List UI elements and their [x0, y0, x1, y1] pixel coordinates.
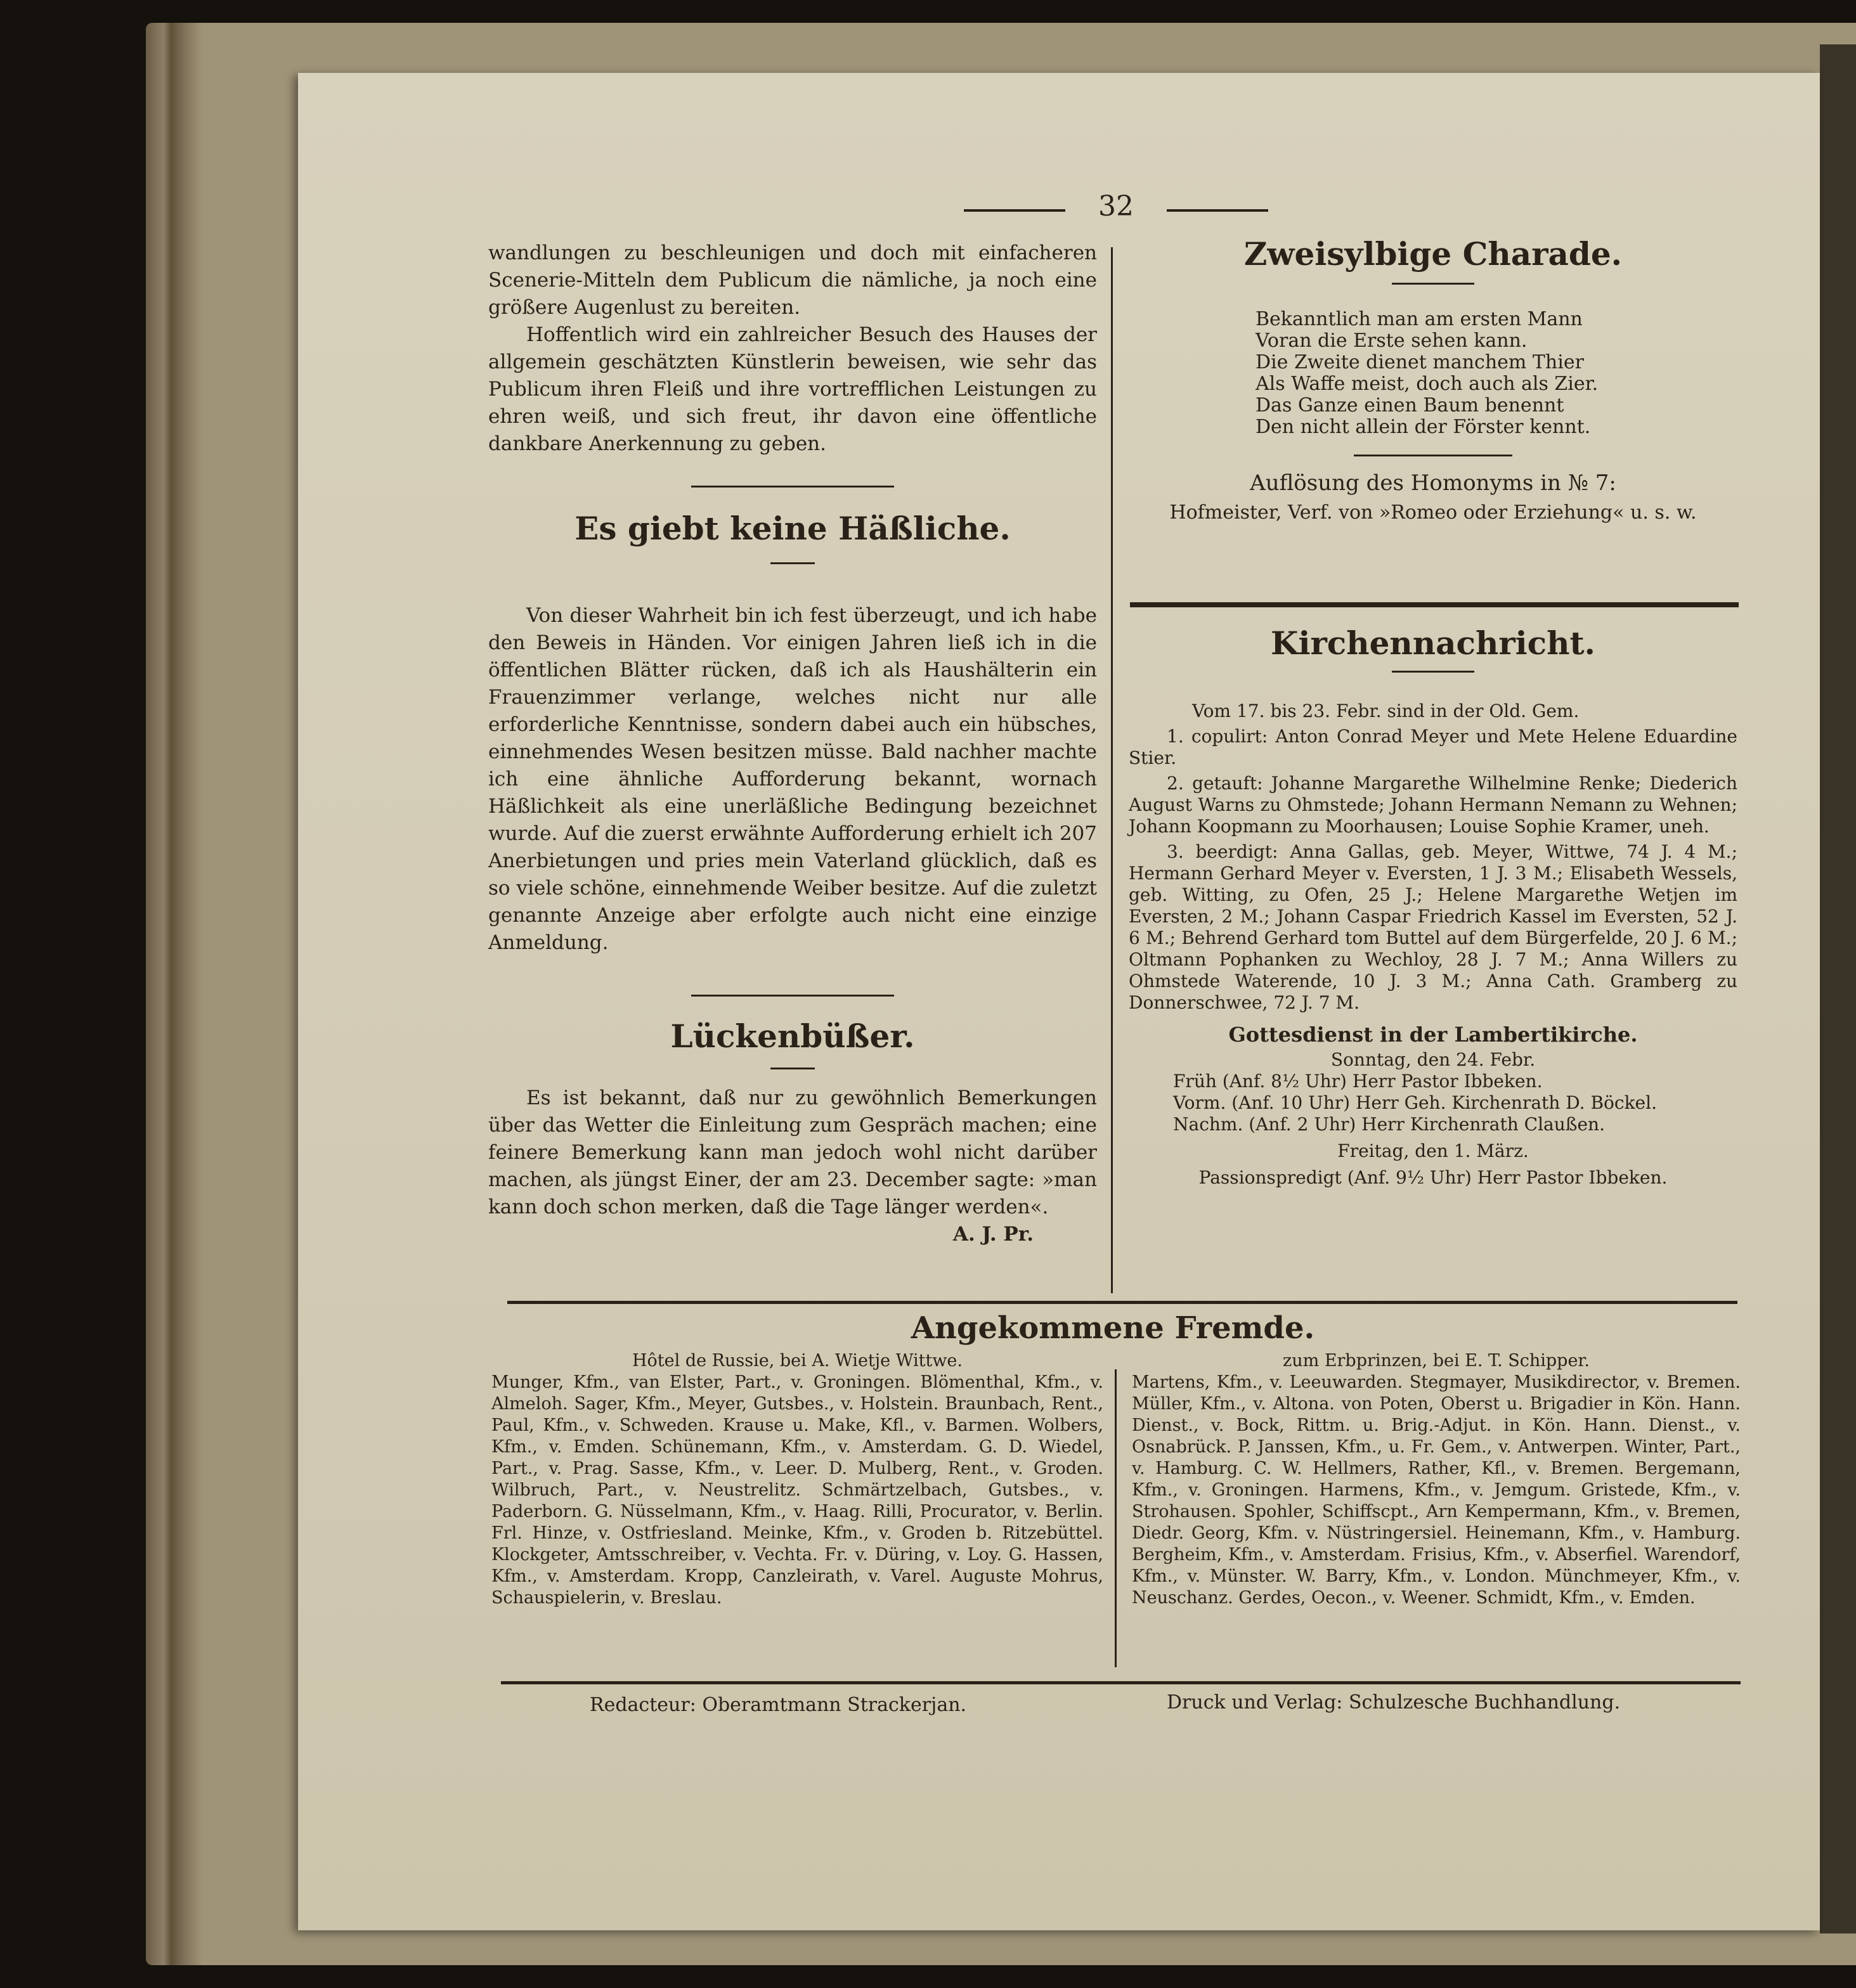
church-entry-buried: 3. beerdigt: Anna Gallas, geb. Meyer, Wittwe, 74 J. 4 M.; Hermann Gerhard Meyer v. Eversten, 1 J. 3 M.; Elisabeth Wessels, geb. Witting, zu Ofen, 25 J.; Helene Margarethe Wetjen im Eversten, 2 M.; Johann Caspar Friedrich Kassel im Eversten, 52 J. 6 M.; Behrend Gerhard tom Buttel auf dem Bürgerfelde, 20 J. 6 M.; Oltmann Pophanken zu Wechloy, 28 J. 7 M.; Anna Willers zu Ohmstede Waterende, 10 J. 3 M.; Anna Cath. Gramberg zu Donnerschwee, 72 J. 7 M. — [1129, 841, 1737, 1013]
church-intro: Vom 17. bis 23. Febr. sind in der Old. Gem. — [1192, 700, 1580, 721]
article-body-haessliche: Von dieser Wahrheit bin ich fest überzeugt, und ich habe den Beweis in Händen. Vor einigen Jahren ließ ich in die öffentlichen Blätter rücken, daß ich als Haushälterin ein Frauenzimmer verlange, welches nicht nur alle erforderliche Kenntnisse, sondern dabei auch ein hübsches, einnehmendes Wesen besitzen müsse. Bald nachher machte ich eine ähnliche Aufforderung bekannt, wornach Häßlichkeit als eine unerläßliche Bedingung bezeichnet wurde. Auf die zuerst erwähnte Aufforderung erhielt ich 207 Anerbietungen und pries mein Vaterland glücklich, daß es so viele schöne, einnehmende Weiber besitze. Auf die zuletzt genannte Anzeige aber erfolgte auch nicht eine einzige Anmeldung. — [488, 604, 1097, 954]
section-rule — [1354, 455, 1512, 456]
church-entry-married: 1. copulirt: Anton Conrad Meyer und Mete Helene Eduardine Stier. — [1129, 726, 1737, 768]
intro-paragraph-2: Hoffentlich wird ein zahlreicher Besuch des Hauses der allgemein geschätzten Künstlerin beweisen, wie sehr das Publicum ihren Fleiß und ihre vortrefflichen Leistungen zu ehren weiß, und sich freut, ihr davon eine öffentliche dankbare Anerkennung zu geben. — [488, 323, 1097, 455]
charade-verse — [1129, 309, 1737, 438]
section-rule — [691, 995, 894, 997]
charade-line: Bekanntlich man am ersten Mann — [1256, 308, 1583, 330]
column-divider — [1111, 247, 1113, 1293]
arrivals-left — [491, 1350, 1103, 1609]
service-sunday: Sonntag, den 24. Febr. — [1330, 1049, 1536, 1070]
charade-line: Als Waffe meist, doch auch als Zier. — [1256, 373, 1599, 395]
service-item: Vorm. (Anf. 10 Uhr) Herr Geh. Kirchenrath D. Böckel. — [1173, 1092, 1657, 1113]
title-rule — [770, 1068, 815, 1069]
church-title: Kirchennachricht. — [1271, 624, 1595, 662]
section-divider — [1130, 602, 1739, 607]
arrivals-list-russie: Munger, Kfm., van Elster, Part., v. Groningen. Blömenthal, Kfm., v. Almeloh. Sager, Kfm., Meyer, Gutsbes., v. Holstein. Braunbach, Rent., Paul, Kfm., v. Schweden. Krause u. Make, Kfl., v. Barmen. Wolbers, Kfm., v. Emden. Schünemann, Kfm., v. Amsterdam. G. D. Wiedel, Part., v. Prag. Sasse, Kfm., v. Leer. D. Mulberg, Rent., v. Groden. Wilbruch, Part., v. Neustrelitz. Schmärtzelbach, Gutsbes., v. Paderborn. G. Nüsselmann, Kfm., v. Haag. Rilli, Procurator, v. Berlin. Frl. Hinze, v. Ostfriesland. Meinke, Kfm., v. Groden b. Ritzebüttel. Klockgeter, Amtsschreiber, v. Vechta. Fr. v. Düring, v. Loy. G. Hassen, Kfm., v. Amsterdam. Kropp, Canzleirath, v. Varel. Auguste Mohrus, Schauspielerin, v. Breslau. — [491, 1372, 1103, 1608]
charade-title: Zweisylbige Charade. — [1243, 235, 1623, 273]
charade-line: Das Ganze einen Baum benennt — [1256, 394, 1564, 416]
section-rule — [691, 486, 894, 487]
intro-paragraph-1: wandlungen zu beschleunigen und doch mit einfacheren Scenerie-Mitteln dem Publicum die nämliche, ja noch eine größere Augenlust zu bereiten. — [488, 242, 1097, 319]
service-list — [1129, 1071, 1737, 1135]
charade-line: Den nicht allein der Förster kennt. — [1256, 416, 1591, 438]
charade-line: Voran die Erste sehen kann. — [1256, 330, 1528, 352]
right-column — [1129, 232, 1737, 524]
article-signature: A. J. Pr. — [952, 1223, 1034, 1246]
service-item: Früh (Anf. 8½ Uhr) Herr Pastor Ibbeken. — [1173, 1071, 1543, 1092]
charade-line: Die Zweite dienet manchem Thier — [1256, 351, 1584, 373]
church-entry-baptized: 2. getauft: Johanne Margarethe Wilhelmine Renke; Diederich August Warns zu Ohmstede; Johann Hermann Nemann zu Wehnen; Johann Koopmann zu Moorhausen; Louise Sophie Kramer, uneh. — [1129, 773, 1737, 837]
solution-heading: Auflösung des Homonyms in № 7: — [1250, 470, 1616, 496]
arrivals-title: Angekommene Fremde. — [911, 1310, 1315, 1346]
arrivals-top-rule — [507, 1301, 1737, 1304]
service-friday: Freitag, den 1. März. — [1337, 1140, 1529, 1161]
footer-rule — [501, 1681, 1741, 1684]
arrivals-list-erbprinzen: Martens, Kfm., v. Leeuwarden. Stegmayer, Musikdirector, v. Bremen. Müller, Kfm., v. Altona. von Poten, Oberst u. Brigadier in Kön. Hann. Dienst., v. Bock, Rittm. u. Brig.-Adjut. in Kön. Hann. Dienst., v. Osnabrück. P. Janssen, Kfm., u. Fr. Gem., v. Antwerpen. Winter, Part., v. Hamburg. C. W. Hellmers, Rather, Kfl., v. Bremen. Bergemann, Kfm., v. Groningen. Harmens, Kfm., v. Jemgum. Gristede, Kfm., v. Strohausen. Spohler, Schiffscpt., Arn Kempermann, Kfm., v. Bremen, Diedr. Georg, Kfm. v. Nüstringersiel. Heinemann, Kfm., v. Hamburg. Bergheim, Kfm., v. Amsterdam. Frisius, Kfm., v. Abserfiel. Warendorf, Kfm., v. Münster. W. Barry, Kfm., v. London. Münchmeyer, Kfm., v. Neuschanz. Gerdes, Oecon., v. Weener. Schmidt, Kfm., v. Emden. — [1132, 1372, 1741, 1608]
hotel-heading-erbprinzen: zum Erbprinzen, bei E. T. Schipper. — [1283, 1351, 1590, 1371]
footer-printer: Druck und Verlag: Schulzesche Buchhandlung. — [1167, 1691, 1621, 1714]
footer-editor: Redacteur: Oberamtmann Strackerjan. — [590, 1694, 967, 1716]
solution-text: Hofmeister, Verf. von »Romeo oder Erziehung« u. s. w. — [1169, 501, 1697, 524]
arrivals-column-divider — [1115, 1369, 1117, 1667]
facing-page-edge — [1820, 44, 1856, 1933]
title-rule — [1392, 671, 1474, 673]
article-title-lueckenbuesser: Lückenbüßer. — [670, 1017, 915, 1055]
left-column — [488, 240, 1097, 1248]
service-item: Nachm. (Anf. 2 Uhr) Herr Kirchenrath Claußen. — [1173, 1114, 1605, 1135]
hotel-heading-russie: Hôtel de Russie, bei A. Wietje Wittwe. — [632, 1351, 963, 1371]
article-body-lueckenbuesser: Es ist bekannt, daß nur zu gewöhnlich Bemerkungen über das Wetter die Einleitung zum Gespräch machen; eine feinere Bemerkung kann man jedoch wohl nicht darüber machen, als jüngst Einer, der am 23. December sagte: »man kann doch schon merken, daß die Tage länger werden«. — [488, 1087, 1097, 1218]
service-passion: Passionspredigt (Anf. 9½ Uhr) Herr Pastor Ibbeken. — [1198, 1167, 1668, 1188]
arrivals-right — [1132, 1350, 1741, 1609]
church-section — [1129, 621, 1737, 1189]
page-number: 32 — [964, 190, 1268, 228]
article-title-haessliche: Es giebt keine Häßliche. — [574, 510, 1011, 547]
title-rule — [1392, 283, 1474, 285]
service-title: Gottesdienst in der Lambertikirche. — [1228, 1023, 1638, 1047]
title-rule — [770, 562, 815, 564]
